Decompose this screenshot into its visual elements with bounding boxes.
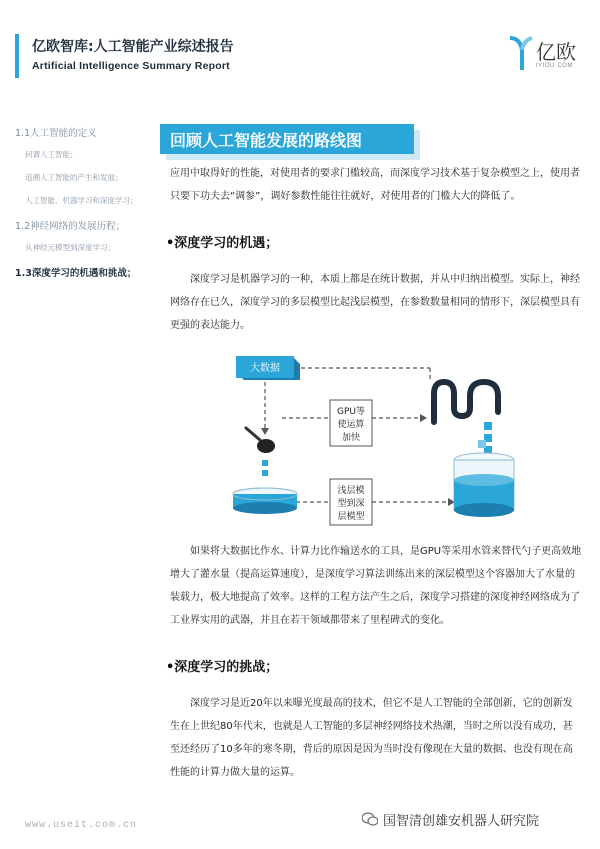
gpu-label-line1: GPU等 xyxy=(337,407,365,417)
banner-title: 回顾人工智能发展的路线图 xyxy=(160,124,414,154)
report-subtitle: Artificial Intelligence Summary Report xyxy=(32,60,230,72)
model-label-line2: 型到深 xyxy=(337,499,365,509)
table-of-contents xyxy=(15,125,155,289)
water-pipe-icon xyxy=(434,382,498,454)
toc-item[interactable]: 追溯人工智能的产生和发展； xyxy=(25,173,123,182)
toc-item[interactable]: 从神经元模型到深度学习； xyxy=(25,243,115,252)
spoon-icon xyxy=(246,428,275,476)
section-banner xyxy=(160,124,414,154)
toc-item-active[interactable]: 1.3深度学习的机遇和挑战； xyxy=(15,268,137,279)
logo-text: 亿欧 xyxy=(536,40,576,64)
gpu-label-line3: 加快 xyxy=(341,433,361,443)
header-accent-bar xyxy=(15,34,19,78)
toc-item[interactable]: 何谓人工智能； xyxy=(25,150,78,159)
arrow-head xyxy=(261,428,269,435)
water-analogy-diagram xyxy=(222,352,522,527)
model-label-line3: 层模型 xyxy=(337,512,365,522)
section-heading-challenge: •深度学习的挑战； xyxy=(166,660,279,675)
report-title: 亿欧智库:人工智能产业综述报告 xyxy=(32,39,234,55)
toc-item[interactable]: 1.1人工智能的定义 xyxy=(15,128,97,139)
toc-item[interactable]: 1.2神经网络的发展历程； xyxy=(15,221,126,232)
deep-container-icon xyxy=(454,453,514,517)
gpu-label-line2: 使运算 xyxy=(337,420,365,430)
opportunity-paragraph-1: 深度学习是机器学习的一种，本质上都是在统计数据，并从中归纳出模型。实际上，神经网络存在已久，深度学习的多层模型比起浅层模型，在参数数量相同的情形下，深层模型具有更强的表达能力。 xyxy=(170,274,580,331)
intro-paragraph: 应用中取得好的性能，对使用者的要求门槛较高，而深度学习技术基于复杂模型之上，使用者只要下功夫去“调参”，调好参数性能往往就好，对使用者的门槛大大的降低了。 xyxy=(170,168,580,202)
watermark-text: www.useit.com.cn xyxy=(25,820,138,831)
big-data-box xyxy=(236,356,300,380)
source-label: 国智清创雄安机器人研究院 xyxy=(383,814,540,829)
wechat-icon xyxy=(362,812,378,826)
toc-item[interactable]: 人工智能、机器学习和深度学习； xyxy=(25,196,138,205)
shallow-dish-icon xyxy=(233,488,297,514)
model-label-line1: 浅层模 xyxy=(337,486,365,496)
challenge-paragraph: 深度学习是近20年以来曝光度最高的技术，但它不是人工智能的全部创新，它的创新发生在上世纪80年代末，也就是人工智能的多层神经网络技术热潮，当时之所以没有成功，甚至还经历了10多年的寒冬期，背后的原因是因为当时没有像现在大量的数据、也没有现在高性能的计算力做大量的运算。 xyxy=(170,698,573,778)
arrow-head xyxy=(420,414,427,422)
big-data-label: 大数据 xyxy=(250,363,280,374)
opportunity-paragraph-2: 如果将大数据比作水、计算力比作输送水的工具，是GPU等采用水管来替代勺子更高效地增大了灌水量（提高运算速度），是深度学习算法训练出来的深层模型这个容器加大了水量的装载力，极大地提高了效率。这样的工程方法产生之后，深度学习搭建的深度神经网络成为了工业界实用的武器，并且在若干领域都带来了里程碑式的变化。 xyxy=(170,546,582,626)
section-heading-opportunity: •深度学习的机遇； xyxy=(166,236,279,251)
logo-subtext: IYIOU·COM xyxy=(536,63,573,69)
